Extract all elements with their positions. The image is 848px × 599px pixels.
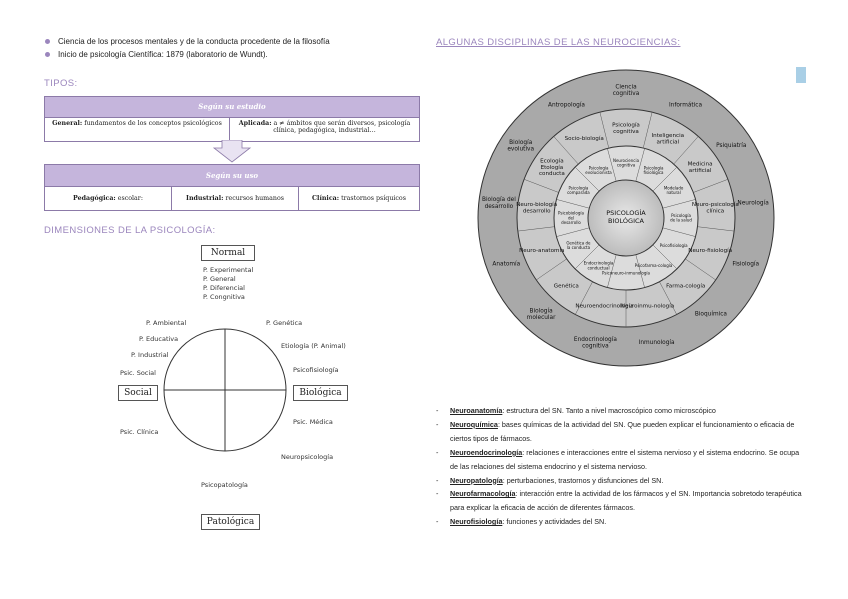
neuro-outer-label: Bioquímica [694,311,727,318]
dim-label: Psicofisiología [293,366,339,374]
intro-item: Inicio de psicología Científica: 1879 (laboratorio de Wundt). [44,48,330,61]
tipos-cell-clinica: Clínica: trastornos psíquicos [312,195,406,202]
neuro-middle-label: Neuro-fisiología [688,247,733,254]
dim-label: P. General [203,275,236,283]
neuro-outer-label: Biología del desarrollo [481,197,516,210]
neuro-inner-label: Neurociencia cognitiva [612,157,640,168]
neuro-outer-label: Biología molecular [526,308,556,321]
dim-label: Psic. Médica [293,418,333,426]
neuro-inner-label: Psiconeuro-inmunología [602,270,650,276]
bookmark-icon [796,67,806,83]
tipos-cell-aplicada: Aplicada: a ≠ ámbitos que serán diversos, psicología clínica, pedagógica, industrial… [238,120,411,134]
neuro-list-item: - Neuroanatomía: estructura del SN. Tanto a nivel macroscópico como microscópico [436,404,806,418]
neuro-inner-label: Psicología de la salud [670,212,692,223]
dimensiones-title: DIMENSIONES DE LA PSICOLOGÍA: [44,225,216,236]
neuro-list-item: - Neurofisiología: funciones y actividades del SN. [436,515,806,529]
neuro-middle-label: Socio-biología [564,136,604,143]
dim-label: P. Educativa [139,335,179,343]
neuro-outer-label: Inmunología [638,340,675,347]
neuro-list-item: - Neuroquímica: bases químicas de la actividad del SN. Que pueden explicar el funcionamiento o eficacia de ciertos tipos de fármacos. [436,418,806,446]
neuro-outer-label: Endocrinología cognitiva [573,336,617,350]
neuro-inner-label: Psicobiología del desarrollo [558,210,584,226]
tipos-box-estudio-header: Según su estudio [45,97,419,118]
dim-label: P. Ambiental [146,319,187,327]
neuro-inner-label: Genética de la conducta [566,240,591,251]
neuro-outer-label: Psiquiatría [716,143,747,150]
dim-label: Psic. Social [120,369,156,377]
neuro-outer-label: Antropología [548,102,585,109]
neuro-middle-label: Ecología Etología conducta [538,158,565,178]
neuro-inner-label: Modelado natural [663,185,684,196]
neuro-outer-label: Neurología [737,200,769,207]
neuro-outer-label: Anatomía [492,261,521,268]
dim-label: Neuropsicología [281,453,334,461]
neuro-inner-label: Psicología comparada [567,185,590,196]
neuro-outer-label: Ciencia cognitiva [612,84,640,98]
dim-biologica-box: Biológica [293,385,348,401]
neuro-middle-label: Farma-cología [666,283,706,290]
tipos-box-uso-header: Según su uso [45,165,419,187]
intro-list [44,35,330,61]
neuro-middle-label: Medicina artificial [687,161,713,174]
neuro-center-label-2: BIOLÓGICA [608,217,644,225]
dim-label: P. Industrial [131,351,169,359]
neuro-inner-label: Psicología fisiológica [643,165,664,176]
neuro-list-item: - Neuroendocrinología: relaciones e interacciones entre el sistema nervioso y el sistema endocrino. Se ocupa de las relaciones del sistema endocrino y el sistema nervioso. [436,446,806,474]
dim-label: Psic. Clínica [120,428,159,436]
neuro-list-item: - Neuropatología: perturbaciones, trastornos y disfunciones del SN. [436,474,806,488]
dim-label: P. Diferencial [203,284,245,292]
dim-label: Etiología (P. Animal) [281,342,346,350]
dim-patologica-box: Patológica [201,514,260,530]
down-arrow-icon [210,140,254,164]
dim-label: P. Experimental [203,266,254,274]
neuro-inner-label: Endocrinología conductual [583,260,614,271]
neuro-list [436,404,806,529]
neuro-diagram [476,68,776,368]
tipos-cell-industrial: Industrial: recursos humanos [172,187,299,210]
neuro-inner-label: Psicofarma-cología [634,262,673,268]
neuro-middle-label: Inteligencia artificial [651,133,685,146]
neuro-middle-label: Psicología cognitiva [612,122,640,136]
dim-normal-box: Normal [201,245,255,261]
neuro-outer-label: Fisiología [732,261,760,268]
neuro-inner-label: Psicología evolucionista [585,165,612,176]
neuro-middle-label: Neuro-psicología clínica [691,201,739,215]
tipos-cell-general: General: fundamentos de los conceptos psicológicos [45,118,230,141]
neuro-middle-label: Neuroinmu-nología [620,303,675,310]
dim-label: P. Congnitiva [203,293,245,301]
tipos-box-estudio [44,96,420,142]
neuro-outer-label: Biología evolutiva [507,139,535,153]
intro-item: Ciencia de los procesos mentales y de la conducta procedente de la filosofía [44,35,330,48]
neuro-title: ALGUNAS DISCIPLINAS DE LAS NEUROCIENCIAS: [436,37,681,48]
neuro-list-item: - Neurofarmacología: interacción entre la actividad de los fármacos y el SN. Importancia sobretodo terapéutica para explicar la eficacia de acción de diferentes fármacos. [436,487,806,515]
dim-label: P. Genética [266,319,303,327]
tipos-cell-pedagogica: Pedagógica: escolar: [45,187,172,210]
neuro-center-label-1: PSICOLOGÍA [606,209,646,217]
tipos-title: TIPOS: [44,78,78,89]
dim-social-box: Social [118,385,158,401]
neuro-middle-label: Neuro-biología desarrollo [516,201,558,215]
tipos-box-uso [44,164,420,211]
neuro-inner-label: Psicofisiología [659,242,688,248]
neuro-outer-label: Informática [668,102,703,109]
dimensiones-circle [160,325,290,455]
dim-label: Psicopatología [201,481,248,489]
neuro-middle-label: Neuro-anatomía [519,247,565,254]
neuro-middle-label: Neuroendocrinología [575,303,634,310]
neuro-middle-label: Genética [553,283,579,290]
